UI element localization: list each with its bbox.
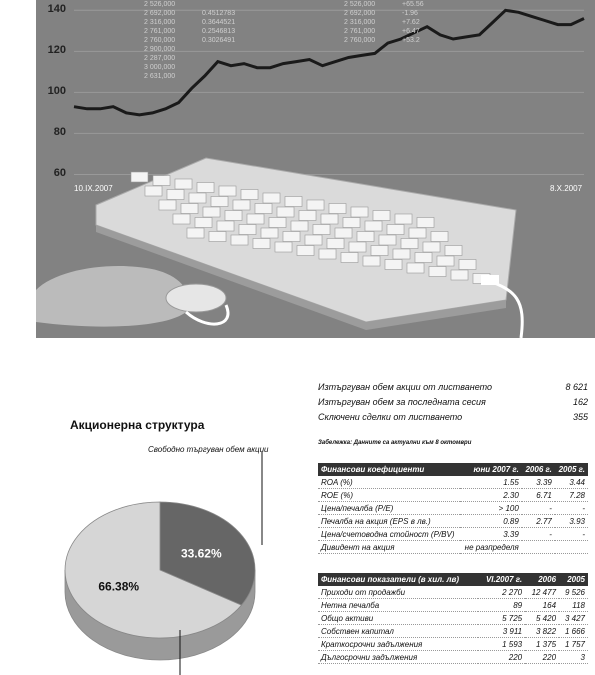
table-row — [318, 586, 588, 599]
keyboard-key — [313, 225, 330, 235]
keyboard-key — [275, 242, 292, 252]
table-header-cell: 2005 г. — [555, 463, 588, 476]
table-cell: 12 477 — [525, 586, 559, 599]
keyboard-key — [385, 260, 402, 270]
table-cell: Нетна печалба — [318, 599, 478, 612]
table-cell: 9 526 — [559, 586, 588, 599]
table-cell: 164 — [525, 599, 559, 612]
table-cell: 1 757 — [559, 638, 588, 651]
keyboard-key — [451, 270, 468, 280]
keyboard-key — [459, 260, 476, 270]
table-cell: 1 666 — [559, 625, 588, 638]
keyboard-key — [429, 267, 446, 277]
table-cell: > 100 — [460, 502, 521, 515]
table-cell: 2 270 — [478, 586, 525, 599]
ticker-value: 2 316,000 — [344, 19, 376, 26]
table-cell: 3 911 — [478, 625, 525, 638]
y-tick-label: 80 — [53, 126, 66, 139]
table-cell: Общо активи — [318, 612, 478, 625]
table-cell: - — [522, 502, 555, 515]
trading-stats — [318, 380, 588, 425]
keyboard-key — [305, 235, 322, 245]
table-cell: Дивидент на акция — [318, 541, 460, 554]
table-cell: Печалба на акция (EPS в лв.) — [318, 515, 460, 528]
table-row — [318, 541, 588, 554]
table-cell — [522, 541, 555, 554]
table-header-cell: 2005 — [559, 573, 588, 586]
ticker-value: 2 526,000 — [344, 1, 376, 8]
ticker-value: 2 692,000 — [344, 10, 376, 17]
stat-value: 8 621 — [565, 382, 588, 392]
keyboard-key — [225, 211, 242, 221]
keyboard-key — [211, 197, 228, 207]
table-cell — [555, 541, 588, 554]
keyboard-key — [351, 207, 368, 217]
keyboard-key — [431, 232, 448, 242]
table-header-cell: Финансови показатели (в хил. лв) — [318, 573, 478, 586]
keyboard-key — [145, 186, 162, 196]
ticker-value: 2 761,000 — [144, 28, 176, 35]
keyboard-key — [173, 214, 190, 224]
stat-row — [318, 380, 588, 395]
table-row — [318, 528, 588, 541]
ticker-value: +7.62 — [402, 19, 420, 26]
table-cell: 6.71 — [522, 489, 555, 502]
table-cell: 2.30 — [460, 489, 521, 502]
table-row — [318, 502, 588, 515]
financial-ratios-table — [318, 463, 588, 554]
keyboard-key — [209, 232, 226, 242]
keyboard-key — [181, 204, 198, 214]
keyboard-key — [319, 249, 336, 259]
keyboard-key — [327, 239, 344, 249]
stat-label: Изтъргуван обем акции от листването — [318, 382, 493, 392]
table-cell: 89 — [478, 599, 525, 612]
keyboard-key — [387, 225, 404, 235]
keyboard-key — [231, 235, 248, 245]
keyboard-key — [187, 228, 204, 238]
keyboard-key — [255, 204, 272, 214]
keyboard-key — [299, 211, 316, 221]
ticker-value: 0.4512783 — [202, 10, 236, 17]
pie-slice-label: 66.38% — [98, 579, 140, 594]
ticker-value: +53.2 — [402, 37, 420, 44]
table-cell: ROE (%) — [318, 489, 460, 502]
table-row — [318, 599, 588, 612]
keyboard-key — [371, 246, 388, 256]
keyboard-key — [379, 235, 396, 245]
table-cell: 1 593 — [478, 638, 525, 651]
keyboard-key — [407, 263, 424, 273]
keyboard-key — [357, 232, 374, 242]
table-cell: ROA (%) — [318, 476, 460, 489]
keyboard-key — [283, 232, 300, 242]
keyboard-key — [167, 190, 184, 200]
table-header-cell: Финансови коефициенти — [318, 463, 460, 476]
y-tick-label: 100 — [47, 85, 66, 98]
keyboard-key — [239, 225, 256, 235]
keyboard-key — [321, 214, 338, 224]
keyboard-key — [417, 218, 434, 228]
keyboard-key — [175, 179, 192, 189]
table-cell: 220 — [525, 651, 559, 664]
keyboard-key — [203, 207, 220, 217]
table-cell: 2.77 — [522, 515, 555, 528]
keyboard-key — [409, 228, 426, 238]
table-row — [318, 476, 588, 489]
stat-value: 162 — [572, 397, 588, 407]
keyboard-key — [241, 190, 258, 200]
keyboard-key — [285, 197, 302, 207]
pie-title: Акционерна структура — [70, 418, 205, 432]
shareholder-pie-chart — [40, 440, 290, 675]
ticker-value: 0.3644521 — [202, 19, 236, 26]
table-cell: Собствен капитал — [318, 625, 478, 638]
table-cell: 3.39 — [460, 528, 521, 541]
ticker-value: 2 761,000 — [344, 28, 376, 35]
source-note: Забележка: Данните са актуални към 8 октомври — [318, 440, 472, 446]
keyboard-key — [335, 228, 352, 238]
ticker-value: 2 631,000 — [144, 73, 176, 80]
stat-value: 355 — [572, 412, 588, 422]
keyboard-key — [131, 172, 148, 182]
ticker-value: 2 760,000 — [144, 37, 176, 44]
ticker-value: 0.3026491 — [202, 37, 236, 44]
table-cell: 5 725 — [478, 612, 525, 625]
table-cell: 3.39 — [522, 476, 555, 489]
keyboard-key — [263, 193, 280, 203]
table-cell: 7.28 — [555, 489, 588, 502]
table-cell: - — [522, 528, 555, 541]
pie-slice-label: 33.62% — [180, 546, 222, 561]
ticker-value: 2 692,000 — [144, 10, 176, 17]
keyboard-key — [291, 221, 308, 231]
keyboard-key — [189, 193, 206, 203]
ticker-value: -1.96 — [402, 10, 418, 17]
keyboard-key — [197, 183, 214, 193]
keyboard-key — [395, 214, 412, 224]
table-cell: Приходи от продажби — [318, 586, 478, 599]
ticker-value: 2 526,000 — [144, 1, 176, 8]
table-cell: 3 427 — [559, 612, 588, 625]
table-row — [318, 638, 588, 651]
keyboard-key — [195, 218, 212, 228]
table-cell: Цена/счетоводна стойност (P/BV) — [318, 528, 460, 541]
keyboard-key — [297, 246, 314, 256]
keyboard-key — [247, 214, 264, 224]
table-cell: 0.89 — [460, 515, 521, 528]
market-chart-illustration — [36, 0, 595, 338]
table-cell: - — [555, 502, 588, 515]
keyboard-key — [159, 200, 176, 210]
table-header-cell: 2006 — [525, 573, 559, 586]
keyboard-key — [277, 207, 294, 217]
keyboard-key — [261, 228, 278, 238]
ticker-value: 3 000,000 — [144, 64, 176, 71]
ticker-value: 0.2546813 — [202, 28, 236, 35]
table-header-cell: юни 2007 г. — [460, 463, 521, 476]
stat-row — [318, 395, 588, 410]
keyboard-key — [253, 239, 270, 249]
keyboard-key — [373, 211, 390, 221]
table-cell: 3 — [559, 651, 588, 664]
y-tick-label: 140 — [47, 3, 66, 16]
financial-indicators-table — [318, 573, 588, 664]
ticker-overlay — [144, 0, 474, 110]
table-cell: 3.93 — [555, 515, 588, 528]
keyboard-key — [307, 200, 324, 210]
table-cell: не разпределя — [460, 541, 521, 554]
ticker-value: 2 900,000 — [144, 46, 176, 53]
table-row — [318, 515, 588, 528]
table-cell: 1 375 — [525, 638, 559, 651]
y-tick-label: 60 — [53, 167, 66, 180]
keyboard-key — [415, 253, 432, 263]
y-tick-label: 120 — [47, 44, 66, 57]
table-header-cell: VI.2007 г. — [478, 573, 525, 586]
table-cell: 220 — [478, 651, 525, 664]
ticker-value: 2 760,000 — [344, 37, 376, 44]
table-row — [318, 625, 588, 638]
ticker-value — [202, 0, 235, 9]
keyboard-key — [341, 253, 358, 263]
pie-annotation: Свободно търгуван обем акции — [148, 445, 269, 454]
keyboard-key — [349, 242, 366, 252]
table-row — [318, 489, 588, 502]
keyboard-key — [219, 186, 236, 196]
keyboard-key — [437, 256, 454, 266]
keyboard-key — [365, 221, 382, 231]
table-header-cell: 2006 г. — [522, 463, 555, 476]
ticker-value: 2 316,000 — [144, 19, 176, 26]
keyboard-key — [217, 221, 234, 231]
stat-row — [318, 410, 588, 425]
keyboard-key — [423, 242, 440, 252]
keyboard-key — [233, 200, 250, 210]
keyboard-key — [329, 204, 346, 214]
table-row — [318, 651, 588, 664]
table-cell: 3 822 — [525, 625, 559, 638]
table-cell: Цена/печалба (P/E) — [318, 502, 460, 515]
stat-label: Изтъргуван обем за последната сесия — [318, 397, 486, 407]
keyboard-key — [401, 239, 418, 249]
x-end-label: 8.X.2007 — [550, 184, 583, 193]
keyboard-key — [269, 218, 286, 228]
ticker-value: +65.56 — [402, 1, 424, 8]
table-cell: 3.44 — [555, 476, 588, 489]
ticker-value: 2 287,000 — [144, 55, 176, 62]
table-cell: 5 420 — [525, 612, 559, 625]
table-cell: 118 — [559, 599, 588, 612]
stat-label: Сключени сделки от листването — [318, 412, 463, 422]
table-row — [318, 612, 588, 625]
table-cell: 1.55 — [460, 476, 521, 489]
table-cell: - — [555, 528, 588, 541]
table-cell: Дългосрочни задължения — [318, 651, 478, 664]
keyboard-key — [153, 176, 170, 186]
keyboard-key — [445, 246, 462, 256]
x-start-label: 10.IX.2007 — [74, 184, 113, 193]
keyboard-key — [363, 256, 380, 266]
keyboard-key — [393, 249, 410, 259]
keyboard-key — [343, 218, 360, 228]
ticker-value: +6.47 — [402, 28, 420, 35]
table-cell: Краткосрочни задължения — [318, 638, 478, 651]
